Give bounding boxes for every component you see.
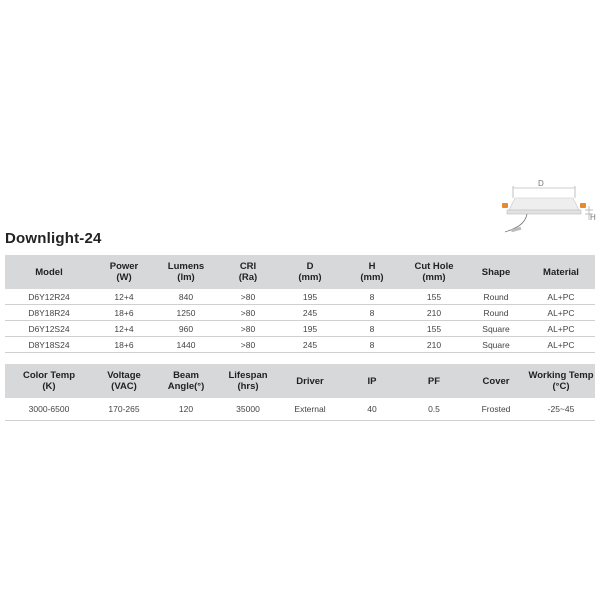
spec-table-dimensions [5, 255, 595, 353]
diagram-h-label: H [590, 213, 596, 222]
header-lumens: Lumens (lm) [155, 255, 217, 289]
cell-cri: >80 [217, 337, 279, 353]
cell-d: 195 [279, 321, 341, 337]
cell-cut-hole: 155 [403, 289, 465, 305]
cell-h: 8 [341, 289, 403, 305]
table-header-row [5, 255, 595, 289]
table-row [5, 289, 595, 305]
header-driver: Driver [279, 364, 341, 398]
cell-cri: >80 [217, 289, 279, 305]
downlight-dimension-diagram [497, 176, 597, 240]
cell-driver: External [279, 398, 341, 421]
diagram-d-label: D [538, 179, 544, 188]
cell-pf: 0.5 [403, 398, 465, 421]
cell-working-temp: -25~45 [527, 398, 595, 421]
cell-power: 12+4 [93, 321, 155, 337]
cell-cut-hole: 210 [403, 305, 465, 321]
cell-cut-hole: 155 [403, 321, 465, 337]
header-pf: PF [403, 364, 465, 398]
cell-voltage: 170-265 [93, 398, 155, 421]
cell-h: 8 [341, 321, 403, 337]
header-color-temp: Color Temp (K) [5, 364, 93, 398]
header-cri: CRI (Ra) [217, 255, 279, 289]
cell-lumens: 1250 [155, 305, 217, 321]
cell-material: AL+PC [527, 289, 595, 305]
header-material: Material [527, 255, 595, 289]
header-beam-angle: Beam Angle(°) [155, 364, 217, 398]
header-voltage: Voltage (VAC) [93, 364, 155, 398]
cell-material: AL+PC [527, 305, 595, 321]
table-row [5, 398, 595, 421]
header-model: Model [5, 255, 93, 289]
header-cover: Cover [465, 364, 527, 398]
header-working-temp: Working Temp (°C) [527, 364, 595, 398]
cell-cover: Frosted [465, 398, 527, 421]
cell-model: D6Y12R24 [5, 289, 93, 305]
cell-color-temp: 3000-6500 [5, 398, 93, 421]
cell-lumens: 1440 [155, 337, 217, 353]
cell-model: D6Y12S24 [5, 321, 93, 337]
table-row [5, 305, 595, 321]
table-row [5, 337, 595, 353]
cell-ip: 40 [341, 398, 403, 421]
cell-lumens: 960 [155, 321, 217, 337]
header-lifespan: Lifespan (hrs) [217, 364, 279, 398]
header-shape: Shape [465, 255, 527, 289]
cell-h: 8 [341, 337, 403, 353]
cell-shape: Square [465, 337, 527, 353]
cell-power: 12+4 [93, 289, 155, 305]
header-h: H (mm) [341, 255, 403, 289]
header-cut-hole: Cut Hole (mm) [403, 255, 465, 289]
page-title: Downlight-24 [5, 230, 102, 247]
cell-lifespan: 35000 [217, 398, 279, 421]
cell-shape: Round [465, 289, 527, 305]
cell-beam-angle: 120 [155, 398, 217, 421]
cell-d: 245 [279, 305, 341, 321]
table-header-row [5, 364, 595, 398]
cell-cut-hole: 210 [403, 337, 465, 353]
cell-power: 18+6 [93, 337, 155, 353]
cell-model: D8Y18S24 [5, 337, 93, 353]
header-power: Power (W) [93, 255, 155, 289]
cell-material: AL+PC [527, 337, 595, 353]
cell-material: AL+PC [527, 321, 595, 337]
spec-table-electrical [5, 364, 595, 421]
header-ip: IP [341, 364, 403, 398]
cell-shape: Square [465, 321, 527, 337]
cell-d: 195 [279, 289, 341, 305]
cell-model: D8Y18R24 [5, 305, 93, 321]
cell-lumens: 840 [155, 289, 217, 305]
table-row [5, 321, 595, 337]
cell-cri: >80 [217, 321, 279, 337]
cell-power: 18+6 [93, 305, 155, 321]
cell-cri: >80 [217, 305, 279, 321]
cell-h: 8 [341, 305, 403, 321]
cell-shape: Round [465, 305, 527, 321]
header-d: D (mm) [279, 255, 341, 289]
cell-d: 245 [279, 337, 341, 353]
